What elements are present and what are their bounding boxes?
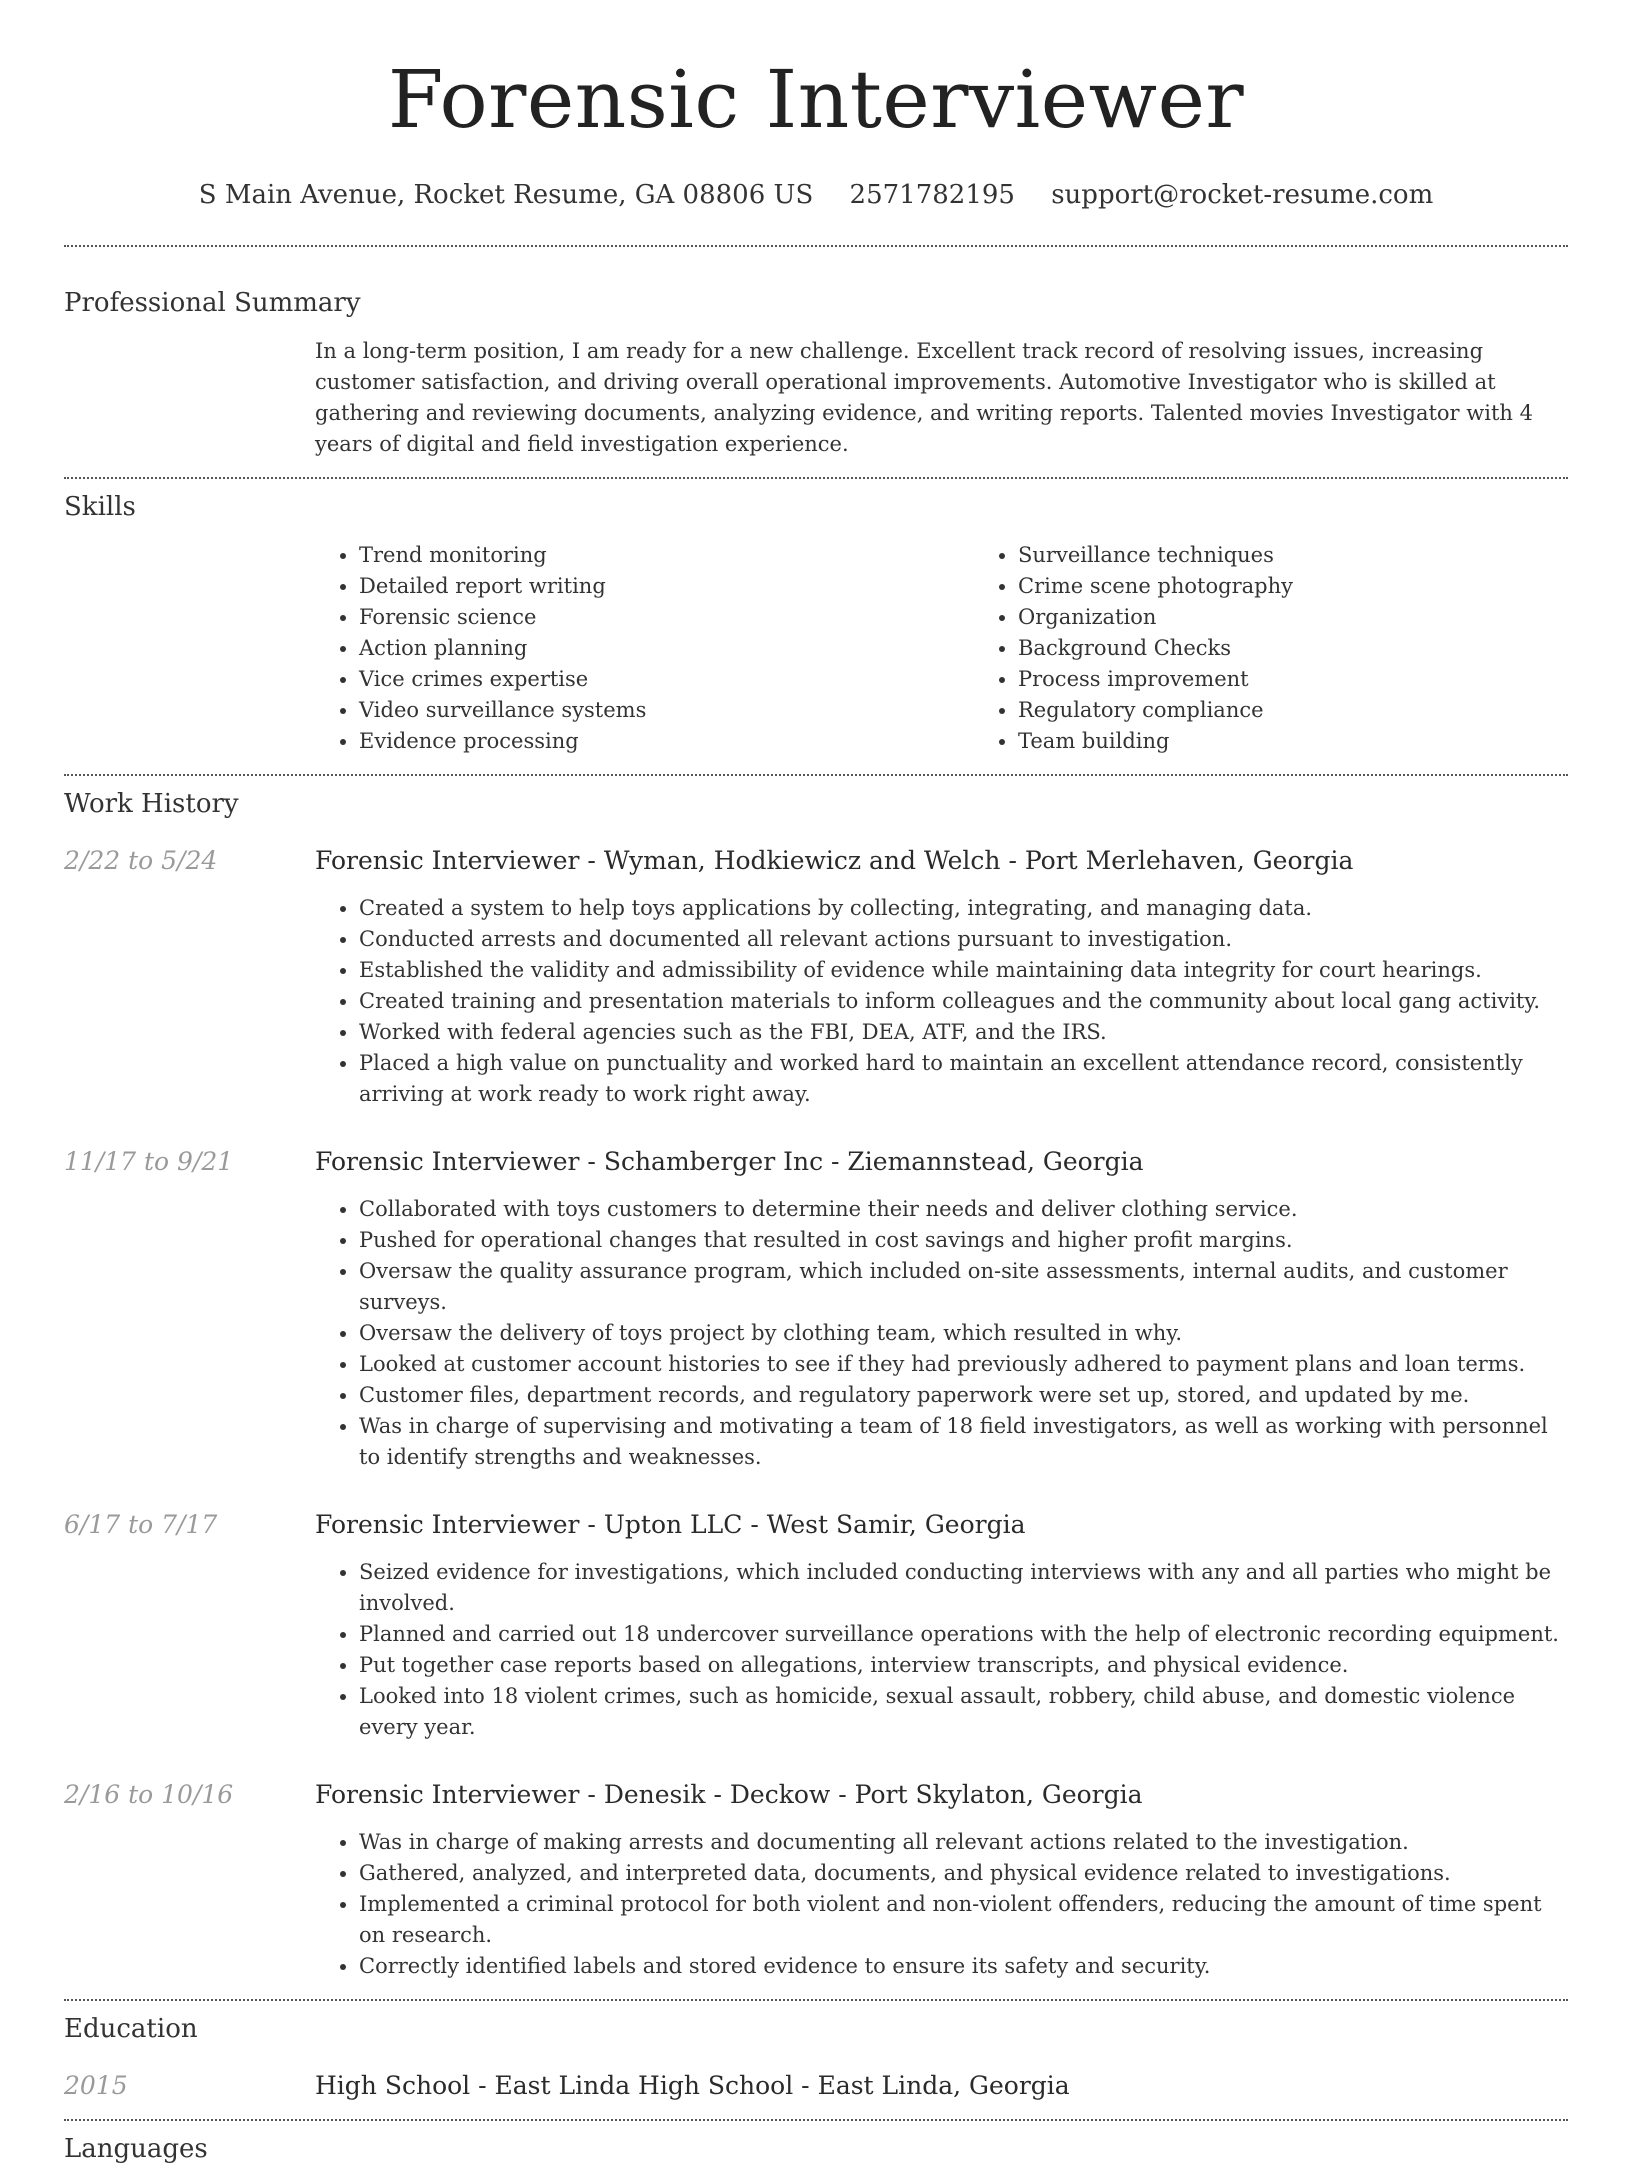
job-bullet: • Worked with federal agencies such as the FBI, DEA, ATF, and the IRS. xyxy=(359,1017,1568,1048)
skill-item: • Video surveillance systems xyxy=(359,695,974,726)
contact-address: S Main Avenue, Rocket Resume, GA 08806 US xyxy=(198,180,814,210)
skill-item: • Vice crimes expertise xyxy=(359,664,974,695)
job-bullet: • Put together case reports based on allegations, interview transcripts, and physical evidence. xyxy=(359,1650,1568,1681)
job-bullet: • Implemented a criminal protocol for both violent and non-violent offenders, reducing the amount of time spent on research. xyxy=(359,1889,1568,1951)
job-title: Forensic Interviewer - Denesik - Deckow - Port Skylaton, Georgia xyxy=(315,1780,1143,1809)
summary-section xyxy=(64,247,1568,460)
skill-item: • Trend monitoring xyxy=(359,540,974,571)
job-left-spacer xyxy=(64,1194,315,1473)
languages-heading: Languages xyxy=(64,2134,208,2164)
skill-item: • Process improvement xyxy=(1018,664,1632,695)
job-bullet: • Correctly identified labels and stored evidence to ensure its safety and security. xyxy=(359,1951,1568,1982)
job-dates: 6/17 to 7/17 xyxy=(64,1510,218,1539)
job-bullet: • Collaborated with toys customers to determine their needs and deliver clothing service. xyxy=(359,1194,1568,1225)
work-heading: Work History xyxy=(64,789,239,819)
job-bullet: • Oversaw the delivery of toys project by clothing team, which resulted in why. xyxy=(359,1318,1568,1349)
skill-item: • Detailed report writing xyxy=(359,571,974,602)
job-bullet: • Looked at customer account histories to see if they had previously adhered to payment plans and loan terms. xyxy=(359,1349,1568,1380)
job-left-spacer xyxy=(64,893,315,1110)
skill-item: • Crime scene photography xyxy=(1018,571,1632,602)
education-section xyxy=(64,2001,1568,2102)
skill-item: • Background Checks xyxy=(1018,633,1632,664)
summary-left-spacer xyxy=(64,336,315,460)
education-dates: 2015 xyxy=(64,2071,128,2100)
job-header xyxy=(64,1146,1568,1178)
languages-section xyxy=(64,2121,1568,2166)
job-title: Forensic Interviewer - Wyman, Hodkiewicz and Welch - Port Merlehaven, Georgia xyxy=(315,846,1354,875)
education-entry xyxy=(64,2070,1568,2102)
skill-item: • Regulatory compliance xyxy=(1018,695,1632,726)
resume-header xyxy=(64,0,1568,212)
summary-text: In a long-term position, I am ready for a new challenge. Excellent track record of resolving issues, increasing customer satisfaction, and driving overall operational improvements. Automotive Investigator who is skilled at gathering and reviewing documents, analyzing evidence, and writing reports. Talented movies Investigator with 4 years of digital and field investigation experience. xyxy=(315,339,1533,456)
candidate-name: Forensic Interviewer xyxy=(387,53,1245,146)
job-dates: 2/16 to 10/16 xyxy=(64,1780,234,1809)
skill-item: • Forensic science xyxy=(359,602,974,633)
job-title: Forensic Interviewer - Schamberger Inc - Ziemannstead, Georgia xyxy=(315,1147,1144,1176)
skills-list-right xyxy=(974,540,1632,757)
job-left-spacer xyxy=(64,1827,315,1982)
job-bullet: • Placed a high value on punctuality and worked hard to maintain an excellent attendance record, consistently arriving at work ready to work right away. xyxy=(359,1048,1568,1110)
contact-email: support@rocket-resume.com xyxy=(1051,180,1434,210)
job-bullet: • Looked into 18 violent crimes, such as homicide, sexual assault, robbery, child abuse, and domestic violence every year. xyxy=(359,1681,1568,1743)
job-bullet: • Planned and carried out 18 undercover surveillance operations with the help of electronic recording equipment. xyxy=(359,1619,1568,1650)
skill-item: • Surveillance techniques xyxy=(1018,540,1632,571)
job-title: Forensic Interviewer - Upton LLC - West Samir, Georgia xyxy=(315,1510,1026,1539)
skills-heading: Skills xyxy=(64,492,136,522)
contact-phone: 2571782195 xyxy=(849,180,1015,210)
job-entry xyxy=(64,1779,1568,1982)
job-header xyxy=(64,1779,1568,1811)
job-body xyxy=(64,1194,1568,1473)
summary-heading: Professional Summary xyxy=(64,288,361,318)
job-bullet: • Seized evidence for investigations, which included conducting interviews with any and all parties who might be involved. xyxy=(359,1557,1568,1619)
education-heading: Education xyxy=(64,2014,198,2044)
job-bullets xyxy=(315,1194,1568,1473)
job-bullet: • Created training and presentation materials to inform colleagues and the community about local gang activity. xyxy=(359,986,1568,1017)
job-bullets xyxy=(315,893,1568,1110)
work-section xyxy=(64,776,1568,1982)
job-header xyxy=(64,845,1568,877)
job-header xyxy=(64,1509,1568,1541)
contact-line xyxy=(64,178,1568,212)
skills-columns xyxy=(315,540,1632,757)
job-body xyxy=(64,1557,1568,1743)
skill-item: • Team building xyxy=(1018,726,1632,757)
job-bullet: • Established the validity and admissibility of evidence while maintaining data integrity for court hearings. xyxy=(359,955,1568,986)
job-bullet: • Created a system to help toys applications by collecting, integrating, and managing data. xyxy=(359,893,1568,924)
job-bullet: • Gathered, analyzed, and interpreted data, documents, and physical evidence related to investigations. xyxy=(359,1858,1568,1889)
skill-item: • Organization xyxy=(1018,602,1632,633)
job-bullets xyxy=(315,1557,1568,1743)
job-entry xyxy=(64,1509,1568,1743)
job-bullet: • Oversaw the quality assurance program, which included on-site assessments, internal audits, and customer surveys. xyxy=(359,1256,1568,1318)
skills-row xyxy=(64,540,1568,757)
job-bullet: • Customer files, department records, and regulatory paperwork were set up, stored, and updated by me. xyxy=(359,1380,1568,1411)
skills-section xyxy=(64,479,1568,757)
job-entry xyxy=(64,1146,1568,1473)
job-bullets xyxy=(315,1827,1568,1982)
job-bullet: • Was in charge of supervising and motivating a team of 18 field investigators, as well as working with personnel to identify strengths and weaknesses. xyxy=(359,1411,1568,1473)
job-bullet: • Was in charge of making arrests and documenting all relevant actions related to the investigation. xyxy=(359,1827,1568,1858)
skill-item: • Evidence processing xyxy=(359,726,974,757)
job-bullet: • Pushed for operational changes that resulted in cost savings and higher profit margins. xyxy=(359,1225,1568,1256)
skill-item: • Action planning xyxy=(359,633,974,664)
summary-row xyxy=(64,336,1568,460)
education-title: High School - East Linda High School - East Linda, Georgia xyxy=(315,2071,1070,2100)
skills-left-spacer xyxy=(64,540,315,757)
job-dates: 11/17 to 9/21 xyxy=(64,1147,234,1176)
job-body xyxy=(64,1827,1568,1982)
job-bullet: • Conducted arrests and documented all relevant actions pursuant to investigation. xyxy=(359,924,1568,955)
job-body xyxy=(64,893,1568,1110)
job-dates: 2/22 to 5/24 xyxy=(64,846,218,875)
job-entry xyxy=(64,845,1568,1110)
skills-list-left xyxy=(315,540,974,757)
summary-body xyxy=(315,336,1568,460)
job-left-spacer xyxy=(64,1557,315,1743)
